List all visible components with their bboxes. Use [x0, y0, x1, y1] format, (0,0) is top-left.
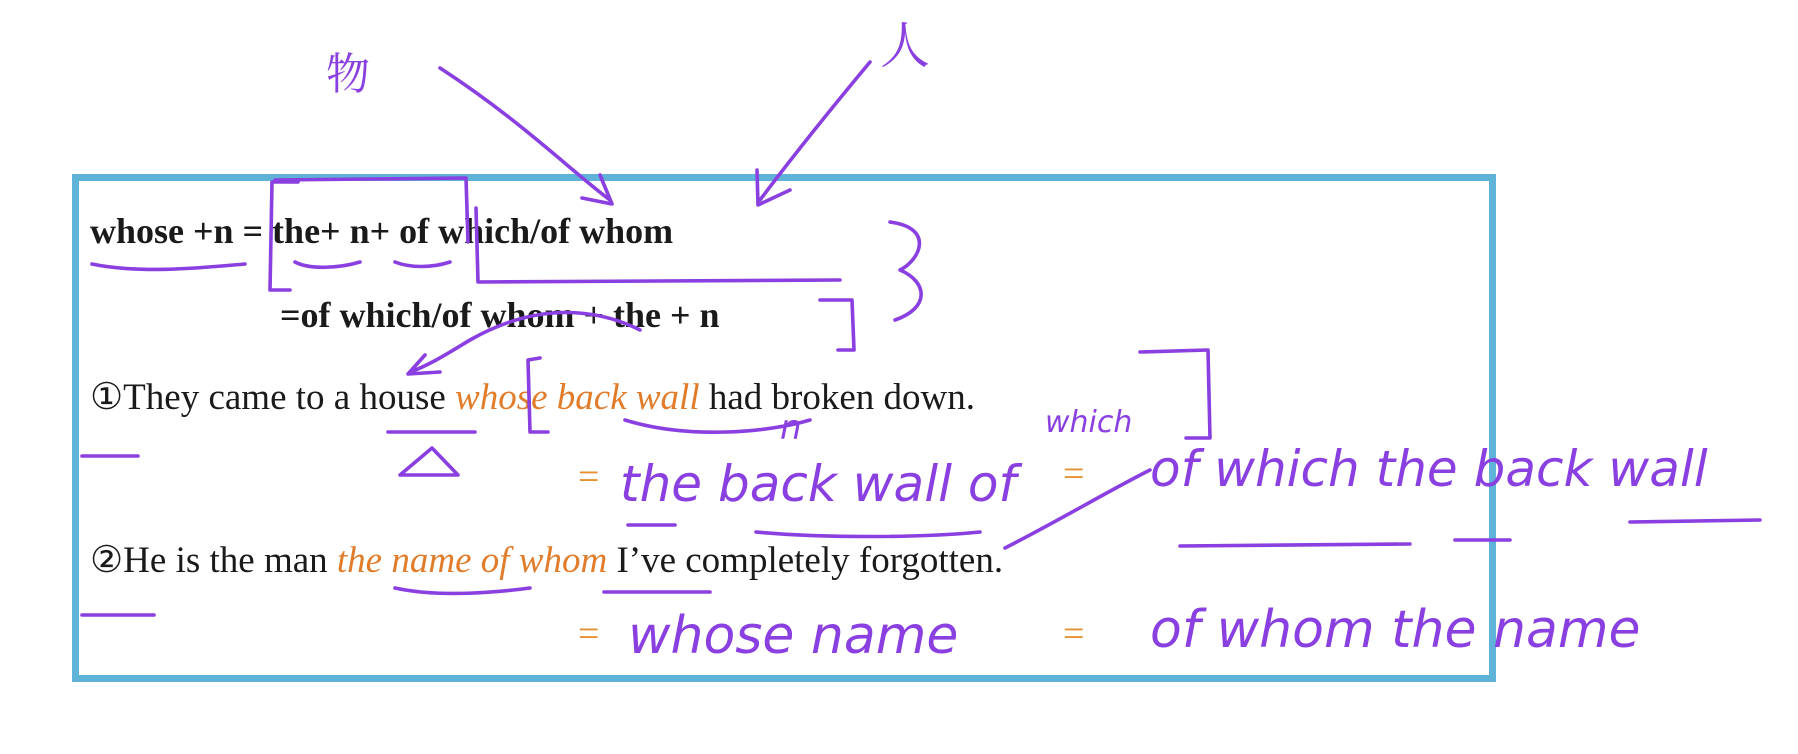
- bracket-rule-box: [476, 208, 840, 282]
- rule-of-which-whom: of which/of whom: [399, 211, 674, 251]
- which-annotation: which: [1045, 405, 1133, 440]
- example-text-before: They came to a house: [123, 377, 456, 418]
- arrow-person: [760, 62, 870, 200]
- equals-sign: =: [1063, 613, 1085, 655]
- n-annotation: n: [780, 408, 802, 448]
- underline: [395, 262, 450, 267]
- example-text-before: He is the man: [123, 540, 337, 581]
- bracket-clause: [528, 358, 548, 432]
- handwritten-note: of whom the name: [1150, 600, 1641, 660]
- rule-the-n: = the+ n+: [242, 211, 391, 251]
- underline: [92, 264, 245, 269]
- equals-sign: =: [578, 613, 600, 655]
- triangle-mark: [400, 448, 458, 475]
- underline: [625, 420, 810, 432]
- brace-right: [890, 222, 921, 320]
- example-text-after: had broken down.: [699, 377, 975, 418]
- example-text-after: I’ve completely forgotten.: [607, 540, 1004, 581]
- bracket-left: [270, 182, 298, 290]
- underline: [756, 532, 980, 537]
- example-highlight: the name of whom: [336, 540, 608, 581]
- example-highlight: whose back wall: [455, 377, 700, 418]
- handwritten-note: of which the back wall: [1150, 440, 1708, 498]
- underline: [295, 262, 360, 267]
- bracket-line2: [820, 300, 854, 350]
- example-marker: ①: [90, 377, 124, 418]
- rule-line-2: =of which/of whom + the + n: [280, 295, 720, 335]
- arrow-loop: [410, 313, 640, 373]
- handwritten-note: the back wall of: [620, 455, 1017, 513]
- handwritten-note: whose name: [628, 606, 959, 666]
- example-marker: ②: [90, 540, 124, 581]
- bracket-clause-end: [1140, 350, 1210, 438]
- underline: [395, 588, 530, 593]
- rule-whose-n: whose +n: [90, 211, 234, 251]
- connector: [1005, 470, 1150, 548]
- underline: [1180, 544, 1410, 546]
- person-annotation: 人: [880, 17, 930, 75]
- bracket-top: [275, 178, 468, 242]
- underline: [1630, 520, 1760, 522]
- equals-sign: =: [1063, 453, 1085, 495]
- thing-annotation: 物: [326, 49, 370, 100]
- equals-sign: =: [578, 456, 600, 498]
